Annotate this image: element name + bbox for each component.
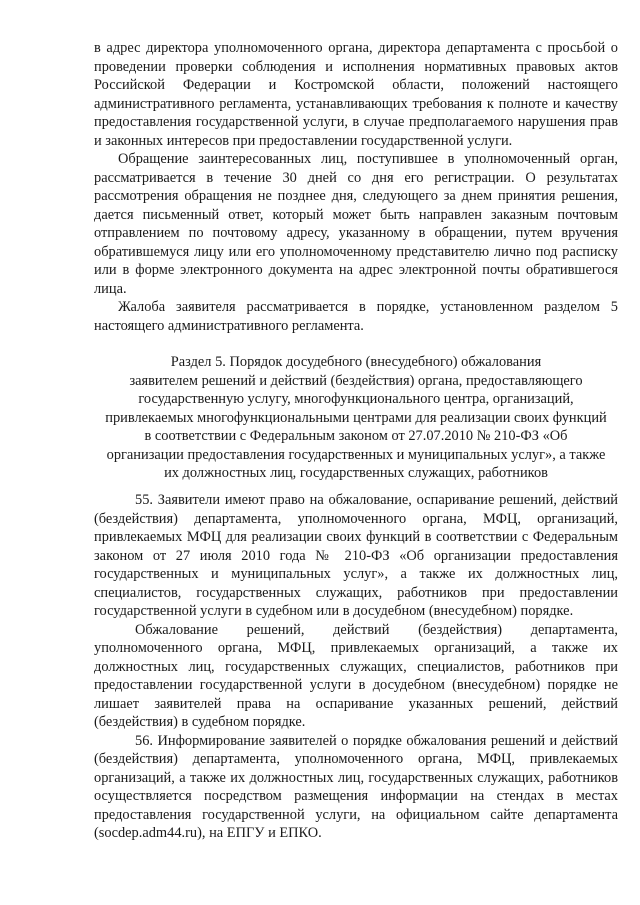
text-block-bottom bbox=[94, 491, 618, 843]
paragraph-appeal-not-depriving: Обжалование решений, действий (бездействия) департамента, уполномоченного органа, МФЦ, привлекаемых организаций, а также их должностных лиц, государственных служащих, специалистов, работников при предоставлении государственной услуги в досудебном (внесудебном) порядке не лишает заявителей права на оспаривание указанных решений, действий (бездействия) в судебном порядке. bbox=[94, 621, 618, 730]
section-heading-line: в соответствии с Федеральным законом от 27.07.2010 № 210-ФЗ «Об bbox=[144, 428, 568, 444]
section-heading-line: их должностных лиц, государственных служащих, работников bbox=[164, 465, 548, 481]
paragraph-continuation: в адрес директора уполномоченного органа, директора департамента с просьбой о проведении проверки соблюдения и исполнения нормативных правовых актов Российской Федерации и Костромской области, положений настоящего административного регламента, устанавливающих требования к полноте и качеству предоставления государственной услуги, в случае предполагаемого нарушения прав и законных интересов при предоставлении государственной услуги. bbox=[94, 40, 618, 149]
section-heading-line: государственную услугу, многофункционального центра, организаций, bbox=[138, 391, 574, 407]
paragraph-55: 55. Заявители имеют право на обжалование, оспаривание решений, действий (бездействия) департамента, уполномоченного органа, МФЦ, организаций, привлекаемых МФЦ для реализации своих функций в соответствии с Федеральным законом от 27 июля 2010 года № 210-ФЗ «Об организации предоставления государственных и муниципальных услуг», а также их должностных лиц, специалистов, государственных служащих, работников при предоставлении государственной услуги в судебном или в досудебном (внесудебном) порядке. bbox=[94, 492, 618, 619]
section-heading-line: привлекаемых многофункциональными центрами для реализации своих функций bbox=[105, 409, 607, 426]
paragraph-56: 56. Информирование заявителей о порядке обжалования решений и действий (бездействия) департамента, уполномоченного органа, МФЦ, привлекаемых организаций, а также их должностных лиц, государственных служащих, работников осуществляется посредством размещения информации на стендах в местах предоставления государственной услуги, на официальном сайте департамента (socdep.adm44.ru), на ЕПГУ и ЕПКО. bbox=[94, 732, 618, 841]
section-heading-line: Раздел 5. Порядок досудебного (внесудебного) обжалования bbox=[170, 354, 542, 370]
section-heading-line: организации предоставления государственных и муниципальных услуг», а также bbox=[106, 446, 606, 463]
paragraph-appeal-consideration: Обращение заинтересованных лиц, поступившее в уполномоченный орган, рассматривается в течение 30 дней со дня его регистрации. О результатах рассмотрения обращения не позднее дня, следующего за днем принятия решения, дается письменный ответ, который может быть направлен заказным почтовым отправлением по почтовому адресу, указанному в обращении, путем вручения обратившемуся лицу или его уполномоченному представителю лично под расписку или в форме электронного документа на адрес электронной почты обратившегося лица. bbox=[94, 151, 618, 297]
section-heading-line: заявителем решений и действий (бездействия) органа, предоставляющего bbox=[129, 372, 583, 389]
text-block-top bbox=[94, 39, 618, 335]
paragraph-complaint-procedure: Жалоба заявителя рассматривается в порядке, установленном разделом 5 настоящего административного регламента. bbox=[94, 299, 618, 334]
section-heading bbox=[94, 353, 618, 483]
